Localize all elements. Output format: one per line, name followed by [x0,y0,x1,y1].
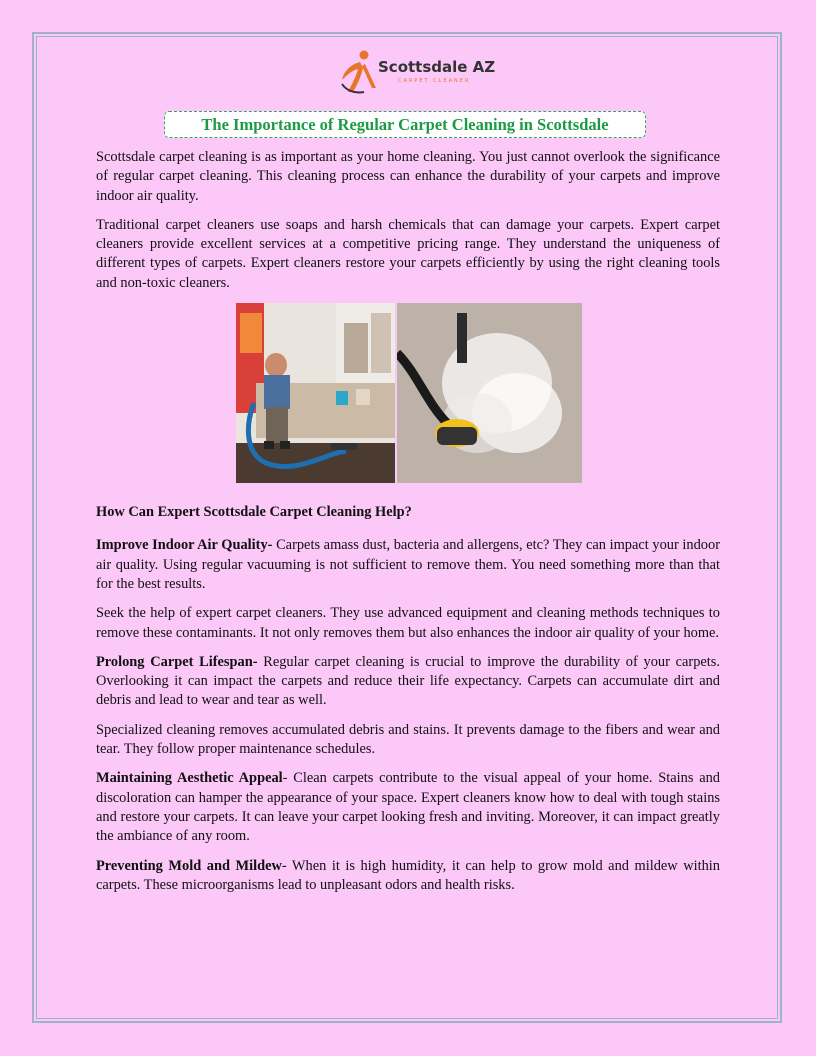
intro-paragraph: Scottsdale carpet cleaning is as important as your home cleaning. You just cannot overlook the significance of regular carpet cleaning. This cleaning process can enhance the durability of your carpets and improve indoor air quality. [96,149,720,204]
company-logo [338,48,496,98]
carpet-cleaner-worker-photo [236,303,395,483]
steam-cleaning-carpet-photo [397,303,582,483]
section-paragraph [96,536,720,594]
section-title: Preventing Mold and Mildew [96,857,282,874]
logo-tagline: CARPET CLEANER [398,78,471,84]
section-text: - Clean carpets contribute to the visual appeal of your home. Stains and discoloration can hamper the appearance of your space. Expert cleaners know how to deal with tough stains and restore your carpets. It can leave your carpet looking fresh and inviting. Moreover, it can impact greatly the ambiance of any room. [96,770,721,845]
section-paragraph [96,857,720,896]
article-body [96,148,720,905]
person-cleaning-logo-icon [338,48,378,98]
image-row [96,303,720,483]
section-text: - When it is high humidity, it can help to grow mold and mildew within carpets. These microorganisms lead to unpleasant odors and health risks. [96,857,720,893]
section-title: Prolong Carpet Lifespan- [96,653,258,670]
section-text: Regular carpet cleaning is crucial to improve the durability of your carpets. Overlooking it can impact the carpets and reduce their life expectancy. Carpets can accumulate dirt and debris and lead to wear and tear as well. [96,653,720,709]
section-paragraph [96,653,720,711]
page-title: The Importance of Regular Carpet Cleaning in Scottsdale [201,114,609,134]
logo-name: Scottsdale AZ [378,58,496,76]
page-title-box [164,111,646,138]
intro-paragraph: Traditional carpet cleaners use soaps and harsh chemicals that can damage your carpets. Expert carpet cleaners provide excellent services at a competitive pricing range. They understand the uniqueness of different types of carpets. Expert cleaners restore your carpets efficiently by using the right cleaning tools and non-toxic cleaners. [96,216,720,291]
section-heading: How Can Expert Scottsdale Carpet Cleaning Help? [96,504,412,521]
section-paragraph: Seek the help of expert carpet cleaners. They use advanced equipment and cleaning methods techniques to remove these contaminants. It not only removes them but also enhances the indoor air quality of your home. [96,605,720,641]
section-title: Improve Indoor Air Quality- [96,537,273,554]
section-text: Carpets amass dust, bacteria and allergens, etc? They can impact your indoor air quality. Using regular vacuuming is not sufficient to remove them. You need something more than that for the best results. [96,537,720,592]
section-paragraph: Specialized cleaning removes accumulated debris and stains. It prevents damage to the fibers and wear and tear. They follow proper maintenance schedules. [96,721,720,758]
section-title: Maintaining Aesthetic Appeal [96,770,283,787]
section-paragraph [96,769,720,846]
